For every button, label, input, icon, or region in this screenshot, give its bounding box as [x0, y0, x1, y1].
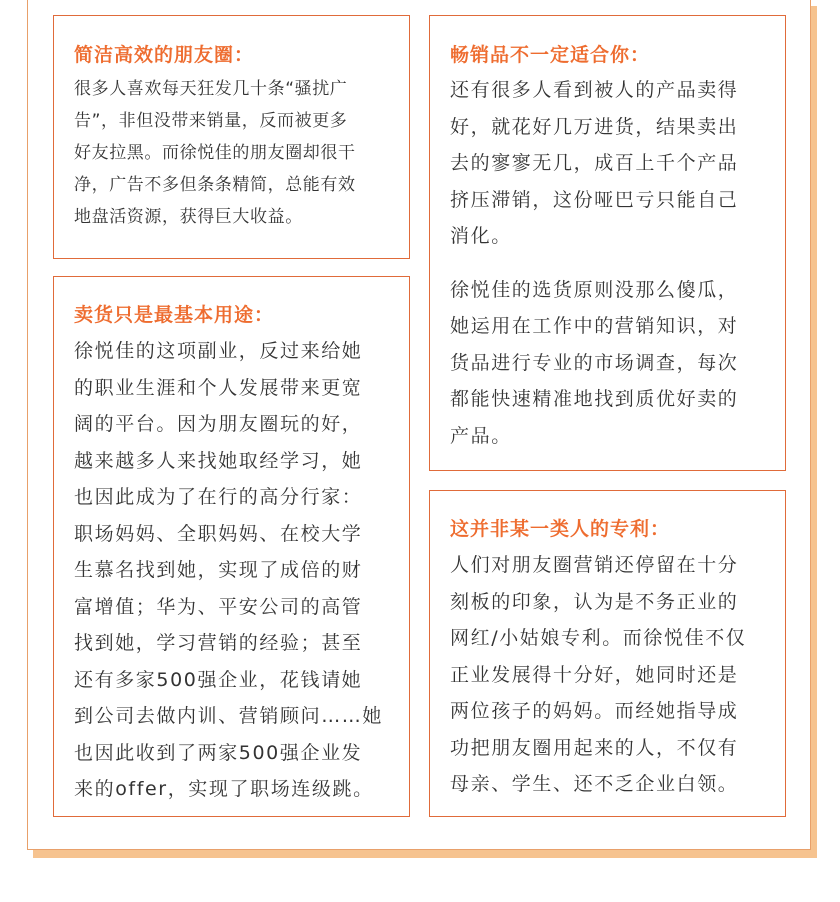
paragraph: 徐悦佳的选货原则没那么傻瓜， 她运用在工作中的营销知识，对 货品进行专业的市场调查，每次 都能快速精准地找到质优好卖的 产品。 — [450, 278, 739, 447]
card-body — [450, 547, 771, 803]
card-title: 这并非某一类人的专利： — [450, 518, 671, 540]
card-selling-basic — [53, 276, 410, 817]
card-not-exclusive — [429, 490, 786, 817]
paragraph: 人们对朋友圈营销还停留在十分 刻板的印象，认为是不务正业的 网红/小姑娘专利。而徐悦佳不仅 正业发展得十分好，她同时还是 两位孩子的妈妈。而经她指导成 功把朋友圈用起来的人，不仅有 母亲、学生、还不乏企业白领。 — [450, 554, 747, 795]
card-simple-moments — [53, 15, 410, 259]
card-body — [74, 73, 395, 233]
card-title: 简洁高效的朋友圈： — [74, 44, 255, 66]
card-title: 卖货只是最基本用途： — [74, 304, 275, 326]
paragraph: 还有很多人看到被人的产品卖得 好，就花好几万进货，结果卖出 去的寥寥无几，成百上千个产品 挤压滞销，这份哑巴亏只能自己 消化。 — [450, 79, 739, 247]
paragraph: 很多人喜欢每天狂发几十条“骚扰广 告”，非但没带来销量，反而被更多 好友拉黑。而徐悦佳的朋友圈却很干 净，广告不多但条条精简，总能有效 地盘活资源，获得巨大收益。 — [74, 79, 356, 227]
card-body — [450, 72, 771, 454]
paragraph: 徐悦佳的这项副业，反过来给她 的职业生涯和个人发展带来更宽 阔的平台。因为朋友圈玩的好， 越来越多人来找她取经学习，她 也因此成为了在行的高分行家： 职场妈妈、全职妈妈、在校大学 生慕名找到她，实现了成倍的财 富增值；华为、平安公司的高管 找到她，学习营销的经验；甚至 还有多家500强企业，花钱请她 到公司去做内训、营销顾问……她 也因此收到了两家500强企业发 来的offer，实现了职场连级跳。 — [74, 340, 384, 800]
card-bestsellers — [429, 15, 786, 471]
card-body — [74, 333, 395, 808]
card-title: 畅销品不一定适合你： — [450, 44, 651, 66]
